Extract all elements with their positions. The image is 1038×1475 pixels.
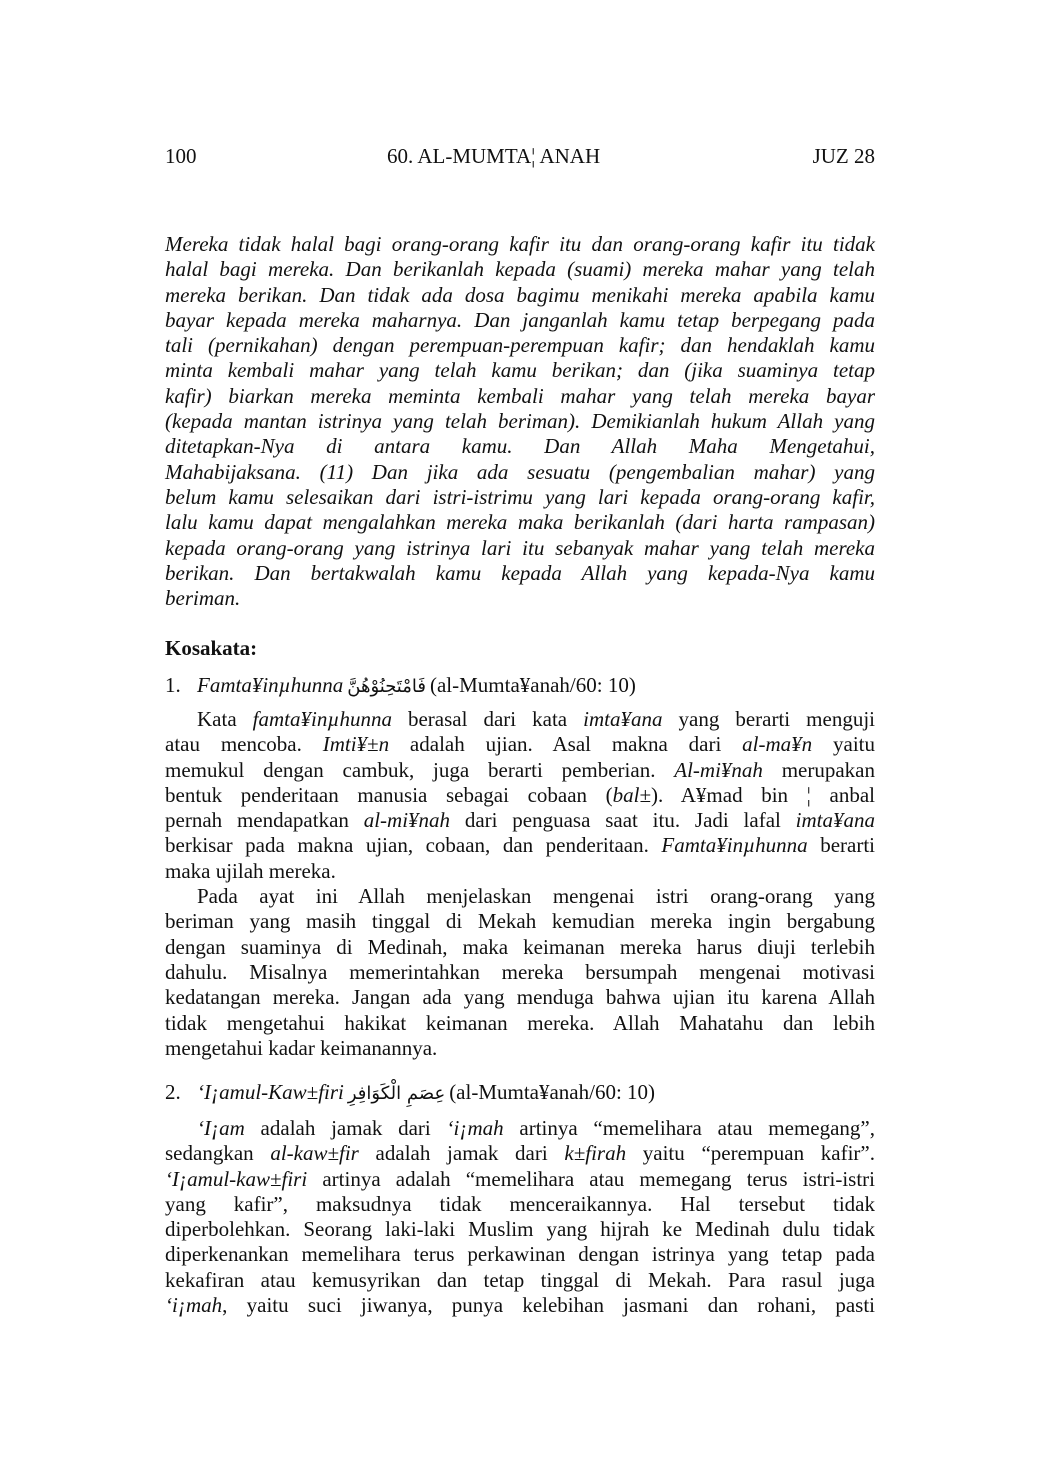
italic-term: bal±	[612, 782, 652, 807]
text-segment: dengan suaminya di Medinah, maka keimanan mereka harus diuji terlebih	[165, 934, 875, 959]
text-line	[165, 732, 875, 757]
text-line	[165, 833, 875, 858]
text-line	[165, 586, 875, 611]
text-segment: Kata	[197, 707, 253, 731]
arabic-term: فَامْتَحِنُوْهُنَّ	[347, 676, 426, 697]
text-line	[165, 232, 875, 257]
item-reference: (al-Mumta¥anah/60: 10)	[429, 673, 636, 697]
text-segment: beriman yang masih tinggal di Mekah kemudian mereka ingin bergabung	[165, 909, 875, 934]
text-line	[165, 409, 875, 434]
running-header	[165, 144, 875, 170]
italic-term: imta¥ana	[583, 707, 663, 731]
text-segment: adalah jamak dari	[244, 1116, 447, 1140]
item-term: Famta¥inµhunna	[197, 673, 344, 697]
text-line	[165, 1217, 875, 1242]
italic-term: ‘i¡mah	[165, 1293, 223, 1318]
italic-term: Al-mi¥nah	[674, 757, 763, 782]
italic-term: kepada orang-orang yang istrinya lari itu sebanyak mahar yang telah mereka	[165, 535, 875, 560]
vocab-item-2	[165, 1079, 655, 1107]
item-number: 1.	[165, 673, 181, 697]
text-line	[165, 859, 875, 884]
italic-term: kafir) biarkan mereka meminta kembali mahar yang telah mereka bayar	[165, 383, 875, 408]
text-line	[165, 561, 875, 586]
text-segment: merupakan	[762, 757, 875, 782]
text-segment: kedatangan mereka. Jangan ada yang menduga bahwa ujian itu karena Allah	[165, 985, 875, 1010]
text-line	[165, 935, 875, 960]
text-segment: artinya adalah “memelihara atau memegang terus istri-istri	[307, 1166, 875, 1191]
italic-term: mereka berikan. Dan tidak ada dosa bagimu menikahi mereka apabila kamu	[165, 282, 875, 307]
page-number: 100	[165, 144, 197, 168]
text-segment: , yaitu suci jiwanya, punya kelebihan jasmani dan rohani, pasti	[222, 1293, 875, 1318]
text-segment: yaitu	[812, 732, 875, 757]
italic-term: minta kembali mahar yang telah kamu berikan; dan (jika suaminya tetap	[165, 358, 875, 383]
text-segment: berasal dari kata	[391, 707, 584, 731]
text-segment: tidak mengetahui hakikat keimanan mereka. Allah Mahatahu dan lebih	[165, 1010, 875, 1035]
italic-term: ‘I¡am	[197, 1116, 245, 1140]
text-segment: artinya “memelihara atau memegang”,	[503, 1116, 875, 1140]
text-segment: Pada ayat ini Allah menjelaskan mengenai istri orang-orang yang	[197, 884, 875, 909]
text-line	[165, 707, 875, 732]
italic-term: Famta¥inµhunna	[661, 833, 808, 858]
text-line	[165, 884, 875, 909]
text-line	[165, 333, 875, 358]
text-segment: sedangkan	[165, 1141, 271, 1166]
translation-paragraph	[165, 232, 875, 611]
text-line	[165, 460, 875, 485]
text-line	[165, 257, 875, 282]
text-line	[165, 909, 875, 934]
italic-term: bayar kepada mereka maharnya. Dan janganlah kamu tetap berpegang pada	[165, 307, 875, 332]
text-line	[165, 1116, 875, 1141]
text-segment: berarti	[807, 833, 875, 858]
italic-term: ditetapkan-Nya di antara kamu. Dan Allah Maha Mengetahui,	[165, 434, 875, 459]
text-segment: adalah ujian. Asal makna dari	[389, 732, 743, 757]
text-segment: diperkenankan memelihara terus perkawinan dengan istrinya yang tetap pada	[165, 1242, 875, 1267]
italic-term: ‘i¡mah	[446, 1116, 504, 1140]
text-line	[165, 1268, 875, 1293]
text-segment: memukul dengan cambuk, juga berarti pemberian.	[165, 757, 675, 782]
italic-term: beriman.	[165, 586, 241, 611]
text-segment: yaitu “perempuan kafir”.	[626, 1141, 875, 1166]
text-segment: adalah jamak dari	[358, 1141, 565, 1166]
text-line	[165, 384, 875, 409]
text-segment: berkisar pada makna ujian, cobaan, dan penderitaan.	[165, 833, 662, 858]
item-number: 2.	[165, 1080, 181, 1104]
text-line	[165, 1011, 875, 1036]
text-segment: atau mencoba.	[165, 732, 323, 757]
text-line	[165, 783, 875, 808]
italic-term: (kepada mantan istrinya yang telah beriman). Demikianlah hukum Allah yang	[165, 409, 875, 434]
text-line	[165, 434, 875, 459]
text-line	[165, 758, 875, 783]
text-segment: dahulu. Misalnya memerintahkan mereka bersumpah mengenai motivasi	[165, 959, 875, 984]
text-line	[165, 510, 875, 535]
text-segment: yang kafir”, maksudnya tidak menceraikannya. Hal tersebut tidak	[165, 1191, 875, 1216]
italic-term: belum kamu selesaikan dari istri-istrimu yang lari kepada orang-orang kafir,	[165, 484, 875, 509]
text-segment: bentuk penderitaan manusia sebagai cobaan (	[165, 782, 613, 807]
text-segment: dari penguasa saat itu. Jadi lafal	[450, 808, 796, 833]
text-line	[165, 1036, 875, 1061]
item-reference: (al-Mumta¥anah/60: 10)	[449, 1080, 656, 1104]
text-line	[165, 308, 875, 333]
text-line	[165, 283, 875, 308]
text-line	[165, 1192, 875, 1217]
text-line	[165, 960, 875, 985]
chapter-title: 60. AL-MUMTA¦ ANAH	[387, 144, 601, 168]
italic-term: tali (pernikahan) dengan perempuan-perempuan kafir; dan hendaklah kamu	[165, 333, 875, 358]
text-segment: kekafiran atau kemusyrikan dan tetap tinggal di Mekah. Para rasul juga	[165, 1267, 875, 1292]
text-line	[165, 1167, 875, 1192]
text-line	[165, 536, 875, 561]
italic-term: Mereka tidak halal bagi orang-orang kafir itu dan orang-orang kafir itu tidak	[165, 232, 875, 256]
text-segment: maka ujilah mereka.	[165, 858, 336, 883]
italic-term: al-kaw±fir	[270, 1141, 359, 1166]
text-line	[165, 1242, 875, 1267]
arabic-term: عِصَمِ الْكَوَافِرِ	[347, 1083, 446, 1104]
text-line	[165, 1141, 875, 1166]
juz-label: JUZ 28	[812, 144, 875, 168]
italic-term: al-ma¥n	[742, 732, 813, 757]
text-line	[165, 985, 875, 1010]
italic-term: ‘I¡amul-kaw±firi	[165, 1166, 308, 1191]
text-segment: pernah mendapatkan	[165, 808, 364, 833]
italic-term: imta¥ana	[795, 808, 875, 833]
explanation-1	[165, 707, 875, 1061]
text-line	[165, 808, 875, 833]
text-line	[165, 1293, 875, 1318]
italic-term: al-mi¥nah	[363, 808, 451, 833]
text-segment: diperbolehkan. Seorang laki-laki Muslim yang hijrah ke Medinah dulu tidak	[165, 1217, 875, 1242]
italic-term: Imti¥±n	[322, 732, 390, 757]
italic-term: famta¥inµhunna	[252, 707, 392, 731]
text-segment: yang berarti menguji	[662, 707, 875, 731]
text-segment: mengetahui kadar keimanannya.	[165, 1035, 438, 1060]
text-line	[165, 485, 875, 510]
italic-term: lalu kamu dapat mengalahkan mereka maka berikanlah (dari harta rampasan)	[165, 510, 875, 535]
vocabulary-heading: Kosakata:	[165, 636, 258, 660]
explanation-2	[165, 1116, 875, 1318]
italic-term: halal bagi mereka. Dan berikanlah kepada (suami) mereka mahar yang telah	[165, 257, 875, 282]
italic-term: k±firah	[564, 1141, 627, 1166]
item-term: ‘I¡amul-Kaw±firi	[197, 1080, 344, 1104]
italic-term: berikan. Dan bertakwalah kamu kepada Allah yang kepada-Nya kamu	[165, 560, 875, 585]
text-line	[165, 358, 875, 383]
text-segment: ). A¥mad bin ¦ anbal	[651, 782, 875, 807]
vocab-item-1	[165, 672, 636, 700]
italic-term: Mahabijaksana. (11) Dan jika ada sesuatu (pengembalian mahar) yang	[165, 459, 875, 484]
